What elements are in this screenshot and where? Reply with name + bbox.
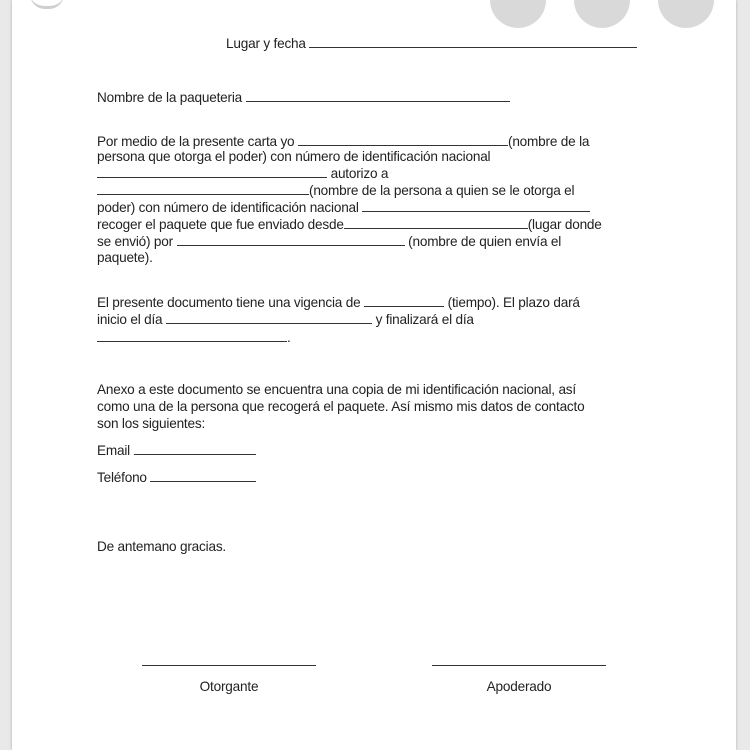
corner-decoration — [30, 0, 64, 9]
grantor-name-blank — [298, 132, 508, 146]
agent-id-blank — [362, 198, 590, 212]
carrier-label: Nombre de la paqueteria — [97, 90, 243, 105]
validity-line-2 — [97, 310, 474, 328]
agent-signature-line — [432, 665, 606, 666]
validity-text: El presente documento tiene una vigencia de — [97, 295, 361, 310]
email-blank — [134, 441, 256, 455]
body-text: (nombre de la persona a quien se le otorga el — [309, 183, 575, 198]
annex-line-3 — [97, 415, 205, 432]
body-line-8 — [97, 249, 153, 266]
phone-line — [97, 468, 256, 486]
body-line-7 — [97, 232, 561, 250]
body-text: recoger el paquete que fue enviado desde — [97, 217, 344, 232]
place-date-label: Lugar y fecha — [226, 36, 306, 51]
agent-name-blank — [97, 181, 309, 195]
validity-time-blank — [364, 293, 444, 307]
annex-text: Anexo a este documento se encuentra una copia de mi identificación nacional, así — [97, 382, 576, 397]
annex-text: como una de la persona que recogerá el paquete. Así mismo mis datos de contacto — [97, 399, 585, 414]
validity-text: . — [287, 330, 291, 345]
grantor-signature-line — [142, 665, 316, 666]
body-line-3 — [97, 164, 388, 182]
email-label: Email — [97, 443, 130, 458]
email-line — [97, 441, 256, 459]
grantor-signature-label: Otorgante — [199, 679, 259, 694]
phone-label: Teléfono — [97, 470, 147, 485]
circle-button-icon[interactable] — [658, 0, 714, 28]
annex-text: son los siguientes: — [97, 416, 206, 431]
closing-line — [97, 538, 226, 555]
origin-place-blank — [344, 215, 528, 229]
validity-text: (tiempo). El plazo dará — [447, 295, 580, 310]
body-text: Por medio de la presente carta yo — [97, 134, 295, 149]
document-page — [12, 0, 736, 750]
validity-line-3 — [97, 328, 291, 346]
circle-button-icon[interactable] — [574, 0, 630, 28]
body-text: poder) con número de identificación nacional — [97, 200, 359, 215]
body-line-4 — [97, 181, 574, 199]
circle-button-icon[interactable] — [490, 0, 546, 28]
agent-signature-label: Apoderado — [486, 679, 552, 694]
validity-text: inicio el día — [97, 312, 163, 327]
body-line-2 — [97, 148, 490, 165]
place-date-blank — [309, 34, 637, 48]
body-text: (lugar donde — [527, 217, 602, 232]
grantor-id-blank — [97, 164, 327, 178]
body-text: paquete). — [97, 250, 153, 265]
validity-text: y finalizará el día — [375, 312, 474, 327]
start-date-blank — [166, 310, 372, 324]
body-text: autorizo a — [330, 166, 389, 181]
carrier-blank — [246, 88, 510, 102]
annex-line-2 — [97, 398, 584, 415]
sender-name-blank — [177, 232, 405, 246]
body-line-5 — [97, 198, 590, 216]
carrier-line — [97, 88, 510, 106]
phone-blank — [150, 468, 256, 482]
body-text: se envió) por — [97, 234, 173, 249]
body-line-6 — [97, 215, 602, 233]
place-date-line — [226, 34, 637, 52]
end-date-blank — [97, 328, 287, 342]
body-text: persona que otorga el poder) con número de identificación nacional — [97, 149, 491, 164]
closing-text: De antemano gracias. — [97, 539, 226, 554]
body-text: (nombre de la — [508, 134, 590, 149]
body-text: (nombre de quien envía el — [408, 234, 562, 249]
annex-line-1 — [97, 381, 576, 398]
validity-line-1 — [97, 293, 580, 311]
